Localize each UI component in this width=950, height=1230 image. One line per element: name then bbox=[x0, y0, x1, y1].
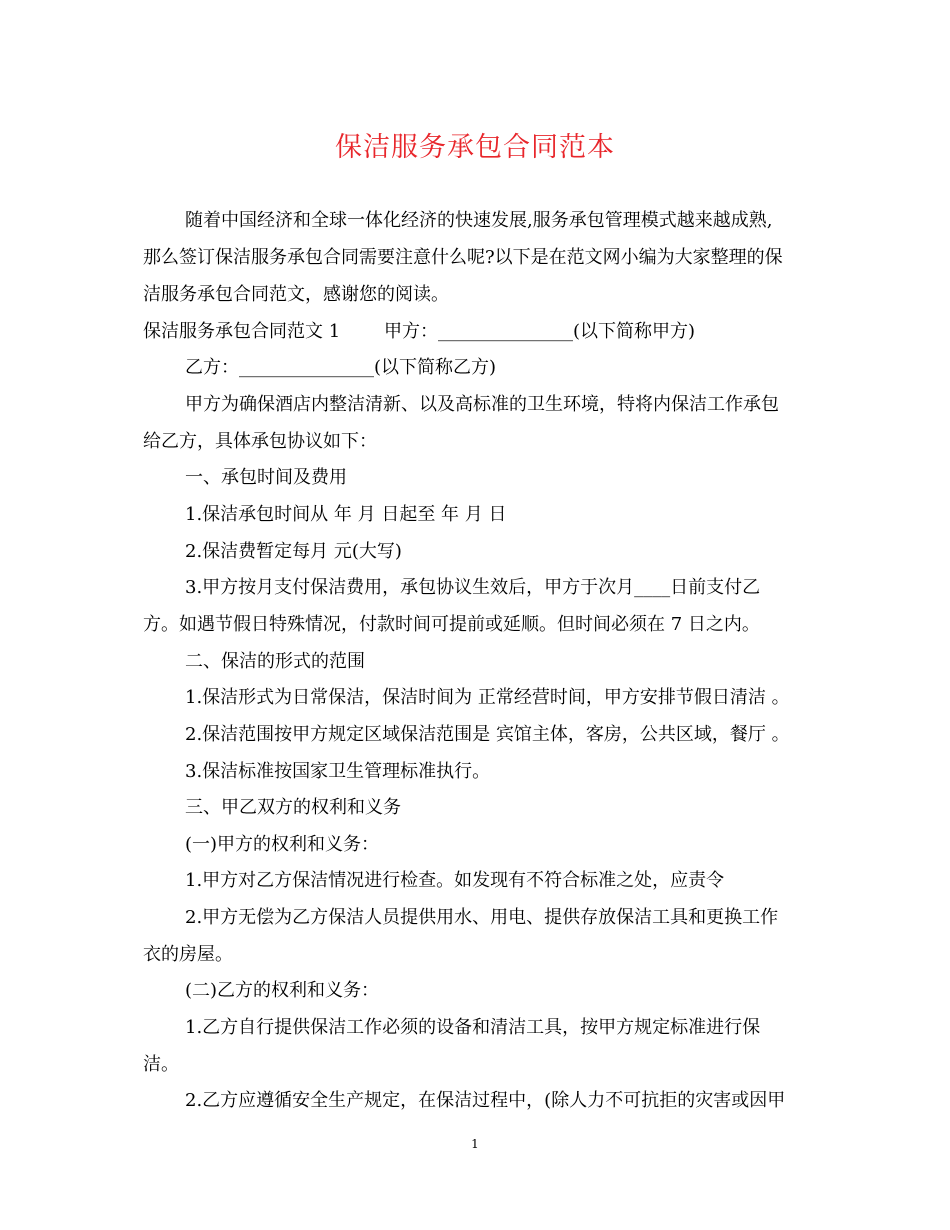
section-heading: 二、保洁的形式的范围 bbox=[185, 651, 365, 672]
clause-line: 2.保洁范围按甲方规定区域保洁范围是 宾馆主体，客房，公共区域，餐厅 。 bbox=[185, 724, 790, 745]
intro-line: 随着中国经济和全球一体化经济的快速发展,服务承包管理模式越来越成熟, bbox=[185, 210, 773, 231]
clause-line: 2.甲方无偿为乙方保洁人员提供用水、用电、提供存放保洁工具和更换工作 bbox=[185, 907, 779, 928]
document-title: 保洁服务承包合同范本 bbox=[335, 132, 615, 163]
clause-line: 1.乙方自行提供保洁工作必须的设备和清洁工具，按甲方规定标准进行保 bbox=[185, 1017, 761, 1038]
clause-line: 3.保洁标准按国家卫生管理标准执行。 bbox=[185, 761, 491, 782]
clause-line: 2.保洁费暂定每月 元(大写) bbox=[185, 541, 402, 562]
party-b-line: 乙方：_______________(以下简称乙方) bbox=[185, 357, 497, 378]
purpose-line: 甲方为确保酒店内整洁清新、以及高标准的卫生环境，特将内保洁工作承包 bbox=[185, 394, 779, 415]
section-heading: 三、甲乙双方的权利和义务 bbox=[185, 797, 401, 818]
clause-line: 1.甲方对乙方保洁情况进行检查。如发现有不符合标准之处，应责令 bbox=[185, 870, 725, 891]
clause-line: 1.保洁承包时间从 年 月 日起至 年 月 日 bbox=[185, 504, 507, 525]
clause-line: 2.乙方应遵循安全生产规定，在保洁过程中，(除人力不可抗拒的灾害或因甲 bbox=[185, 1090, 786, 1111]
clause-line: 方。如遇节假日特殊情况，付款时间可提前或延顺。但时间必须在 7 日之内。 bbox=[143, 614, 760, 635]
clause-line: 洁。 bbox=[143, 1054, 179, 1075]
intro-line: 洁服务承包合同范文，感谢您的阅读。 bbox=[143, 284, 449, 305]
sample-heading: 保洁服务承包合同范文 1 bbox=[143, 321, 341, 342]
intro-line: 那么签订保洁服务承包合同需要注意什么呢?以下是在范文网小编为大家整理的保 bbox=[143, 247, 783, 268]
page-number: 1 bbox=[471, 1137, 479, 1151]
subsection-heading: (二)乙方的权利和义务： bbox=[185, 980, 380, 1001]
clause-line: 1.保洁形式为日常保洁，保洁时间为 正常经营时间，甲方安排节假日清洁 。 bbox=[185, 687, 790, 708]
party-a-line: 甲方：_______________(以下简称甲方) bbox=[384, 321, 696, 342]
section-heading: 一、承包时间及费用 bbox=[185, 467, 347, 488]
purpose-line: 给乙方，具体承包协议如下： bbox=[143, 431, 377, 452]
clause-line: 3.甲方按月支付保洁费用，承包协议生效后，甲方于次月____日前支付乙 bbox=[185, 577, 761, 598]
subsection-heading: (一)甲方的权利和义务： bbox=[185, 834, 380, 855]
clause-line: 衣的房屋。 bbox=[143, 944, 233, 965]
